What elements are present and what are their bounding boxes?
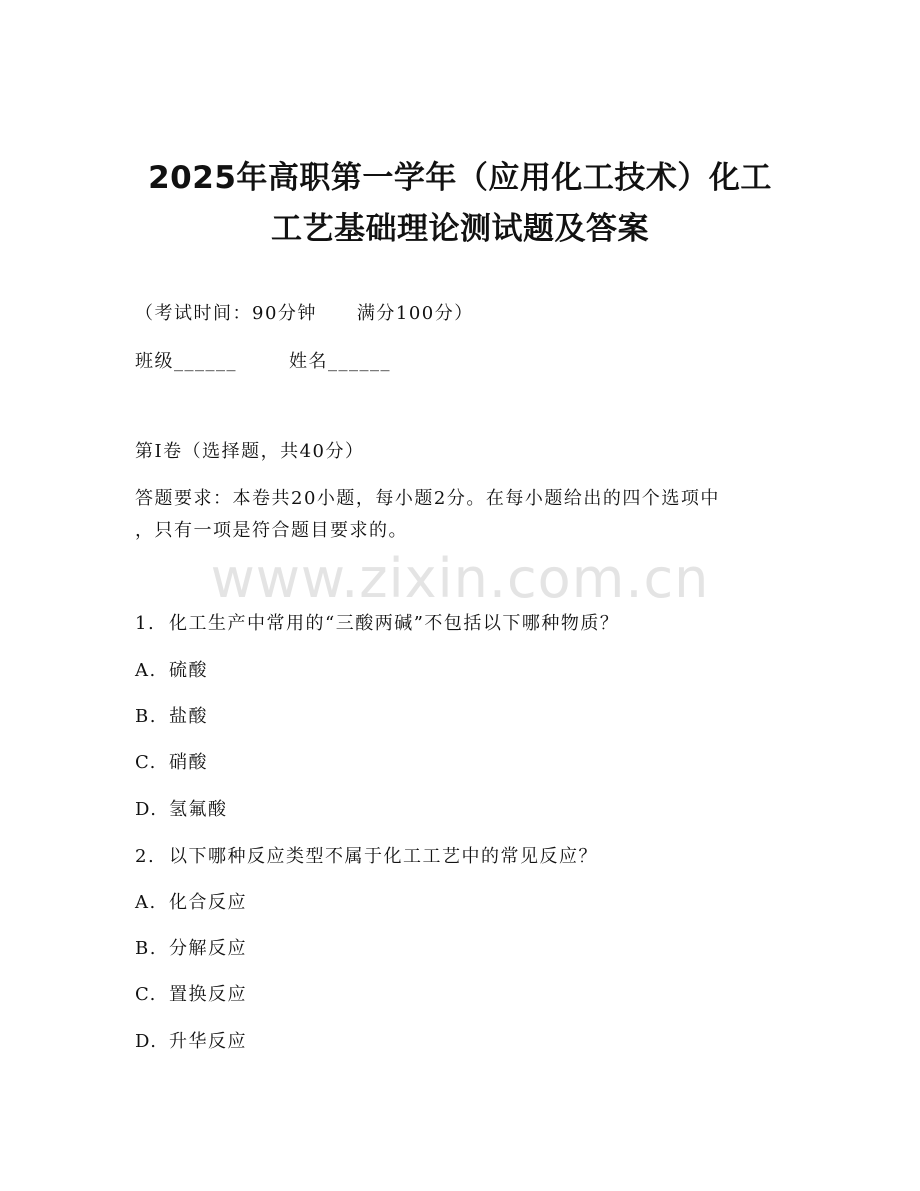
watermark: www.zixin.com.cn <box>210 547 710 610</box>
question-2-option-d <box>135 1029 247 1055</box>
question-number: 1. <box>135 613 156 634</box>
question-2 <box>135 844 598 870</box>
option-text: 硫酸 <box>169 660 208 681</box>
option-letter: A. <box>135 892 157 913</box>
option-text: 氢氟酸 <box>169 799 228 820</box>
option-letter: D. <box>135 799 158 820</box>
section-heading: 第I卷（选择题，共40分） <box>135 441 365 462</box>
option-text: 化合反应 <box>169 892 247 913</box>
question-1-option-c <box>135 750 208 776</box>
question-2-option-b <box>135 936 247 962</box>
exam-time: （考试时间：90分钟 <box>135 303 317 324</box>
name-field-label: 姓名______ <box>289 351 391 372</box>
question-text: 化工生产中常用的“三酸两碱”不包括以下哪种物质？ <box>169 613 620 634</box>
student-info-row <box>135 349 391 375</box>
section-instructions-line-1: 答题要求：本卷共20小题，每小题2分。在每小题给出的四个选项中 <box>135 488 720 509</box>
question-2-option-a <box>135 890 247 916</box>
option-text: 硝酸 <box>169 752 208 773</box>
document-title-line-2: 工艺基础理论测试题及答案 <box>271 211 649 247</box>
option-text: 分解反应 <box>169 938 247 959</box>
exam-full-score: 满分100分） <box>356 303 474 324</box>
option-letter: D. <box>135 1031 158 1052</box>
question-number: 2. <box>135 846 156 867</box>
section-instructions-line-2: ，只有一项是符合题目要求的。 <box>135 520 408 541</box>
question-1 <box>135 611 619 637</box>
question-2-option-c <box>135 982 247 1008</box>
question-1-option-a <box>135 658 208 684</box>
option-letter: B. <box>135 706 157 727</box>
option-letter: C. <box>135 752 157 773</box>
option-letter: A. <box>135 660 157 681</box>
option-letter: C. <box>135 984 157 1005</box>
class-field-label: 班级______ <box>135 351 237 372</box>
document-title-line-1: 2025年高职第一学年（应用化工技术）化工 <box>148 160 772 196</box>
question-1-option-d <box>135 797 228 823</box>
option-text: 盐酸 <box>169 706 208 727</box>
option-text: 升华反应 <box>169 1031 247 1052</box>
question-text: 以下哪种反应类型不属于化工工艺中的常见反应？ <box>169 846 598 867</box>
question-1-option-b <box>135 704 208 730</box>
option-letter: B. <box>135 938 157 959</box>
exam-info <box>135 301 474 327</box>
option-text: 置换反应 <box>169 984 247 1005</box>
